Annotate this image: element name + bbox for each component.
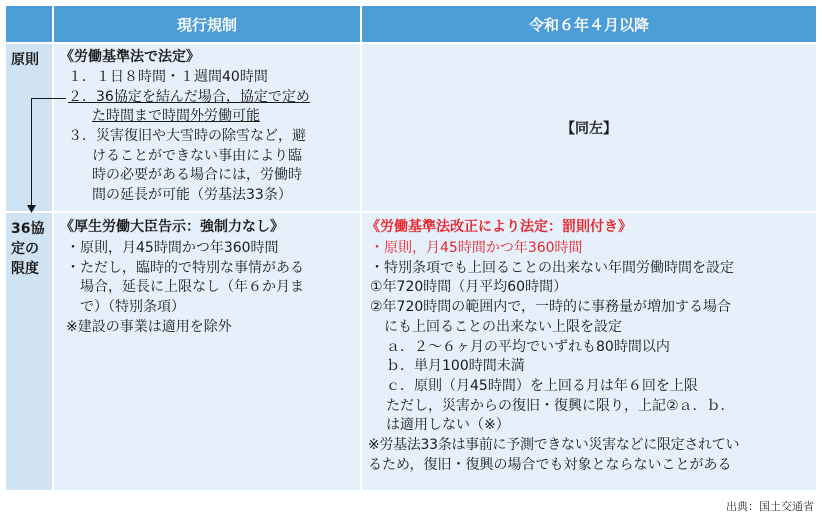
limit-after-line4: ②年720時間の範囲内で，一時的に事務量が増加する場合 bbox=[370, 299, 731, 315]
limit-after-line6: ａ．２～６ヶ月の平均でいずれも80時間以内 bbox=[386, 339, 670, 355]
limit-current-cell bbox=[54, 213, 360, 490]
header-current-regulation: 現行規制 bbox=[54, 6, 360, 42]
limit-after-line8: ｃ．原則（月45時間）を上回る月は年６回を上限 bbox=[386, 378, 698, 394]
row-label-principle bbox=[6, 44, 52, 211]
row-label-principle-text: 原則 bbox=[11, 52, 39, 68]
principle-current-item2-line1 bbox=[68, 88, 310, 108]
limit-current-title: 《厚生労働大臣告示：強制力なし》 bbox=[60, 219, 284, 235]
limit-after-line9: ただし，災害からの復旧・復興に限り，上記②ａ．ｂ． bbox=[386, 398, 735, 414]
limit-current-line4: で）（特別条項） bbox=[80, 299, 185, 315]
principle-current-item3-line2: けることができない事由により臨 bbox=[92, 148, 302, 164]
connector-horizontal-line bbox=[31, 98, 66, 99]
connector-vertical-line bbox=[31, 98, 32, 208]
limit-after-line12: るため，復旧・復興の場合でも対象とならないことがある bbox=[368, 457, 732, 473]
header-corner bbox=[6, 6, 52, 42]
principle-current-item2-line1-text: ２．36協定を結んだ場合，協定で定め bbox=[68, 89, 310, 105]
limit-after-line11: ※労基法33条は事前に予測できない災害などに限定されてい bbox=[368, 437, 740, 453]
limit-after-cell bbox=[362, 213, 816, 490]
principle-after-same-as-left: 【同左】 bbox=[561, 120, 617, 137]
limit-current-line1: ・原則，月45時間かつ年360時間 bbox=[66, 240, 279, 256]
limit-current-line3: 場合，延長に上限なし（年６か月ま bbox=[80, 279, 304, 295]
principle-after-cell bbox=[362, 44, 816, 211]
row-label-36-line3: 限度 bbox=[11, 261, 39, 277]
source-credit: 出典：国土交通省 bbox=[726, 500, 814, 513]
limit-current-line5: ※建設の事業は適用を除外 bbox=[66, 319, 232, 335]
limit-after-line3: ①年720時間（月平均60時間） bbox=[370, 279, 568, 295]
principle-current-item3-line4: 間の延長が可能（労基法33条） bbox=[92, 187, 292, 203]
limit-after-line5: にも上回ることの出来ない上限を設定 bbox=[384, 319, 622, 335]
limit-after-line7: ｂ．単月100時間未満 bbox=[386, 358, 525, 374]
regulation-comparison-table bbox=[6, 6, 816, 490]
header-after-april-2024: 令和６年４月以降 bbox=[362, 6, 816, 42]
row-label-36-agreement-limit bbox=[6, 213, 52, 490]
principle-current-item3-line3: 時の必要がある場合には，労働時 bbox=[92, 167, 302, 183]
principle-current-item1: １．１日８時間・１週間40時間 bbox=[68, 69, 268, 85]
row-label-36-line1: 36協 bbox=[11, 221, 45, 237]
limit-after-line2: ・特別条項でも上回ることの出来ない年間労働時間を設定 bbox=[370, 260, 734, 276]
row-label-36-line2: 定の bbox=[11, 241, 39, 257]
limit-after-line10: は適用しない（※） bbox=[386, 417, 510, 433]
limit-after-line1: ・原則，月45時間かつ年360時間 bbox=[370, 240, 583, 256]
principle-current-item3-line1: ３．災害復旧や大雪時の除雪など，避 bbox=[68, 128, 306, 144]
principle-current-cell bbox=[54, 44, 360, 211]
principle-current-item2-line2: た時間まで時間外労働可能 bbox=[92, 108, 260, 124]
limit-current-line2: ・ただし，臨時的で特別な事情がある bbox=[66, 260, 304, 276]
limit-after-title: 《労働基準法改正により法定：罰則付き》 bbox=[366, 219, 632, 235]
connector-arrowhead-icon bbox=[27, 205, 36, 214]
principle-current-title: 《労働基準法で法定》 bbox=[60, 49, 200, 65]
